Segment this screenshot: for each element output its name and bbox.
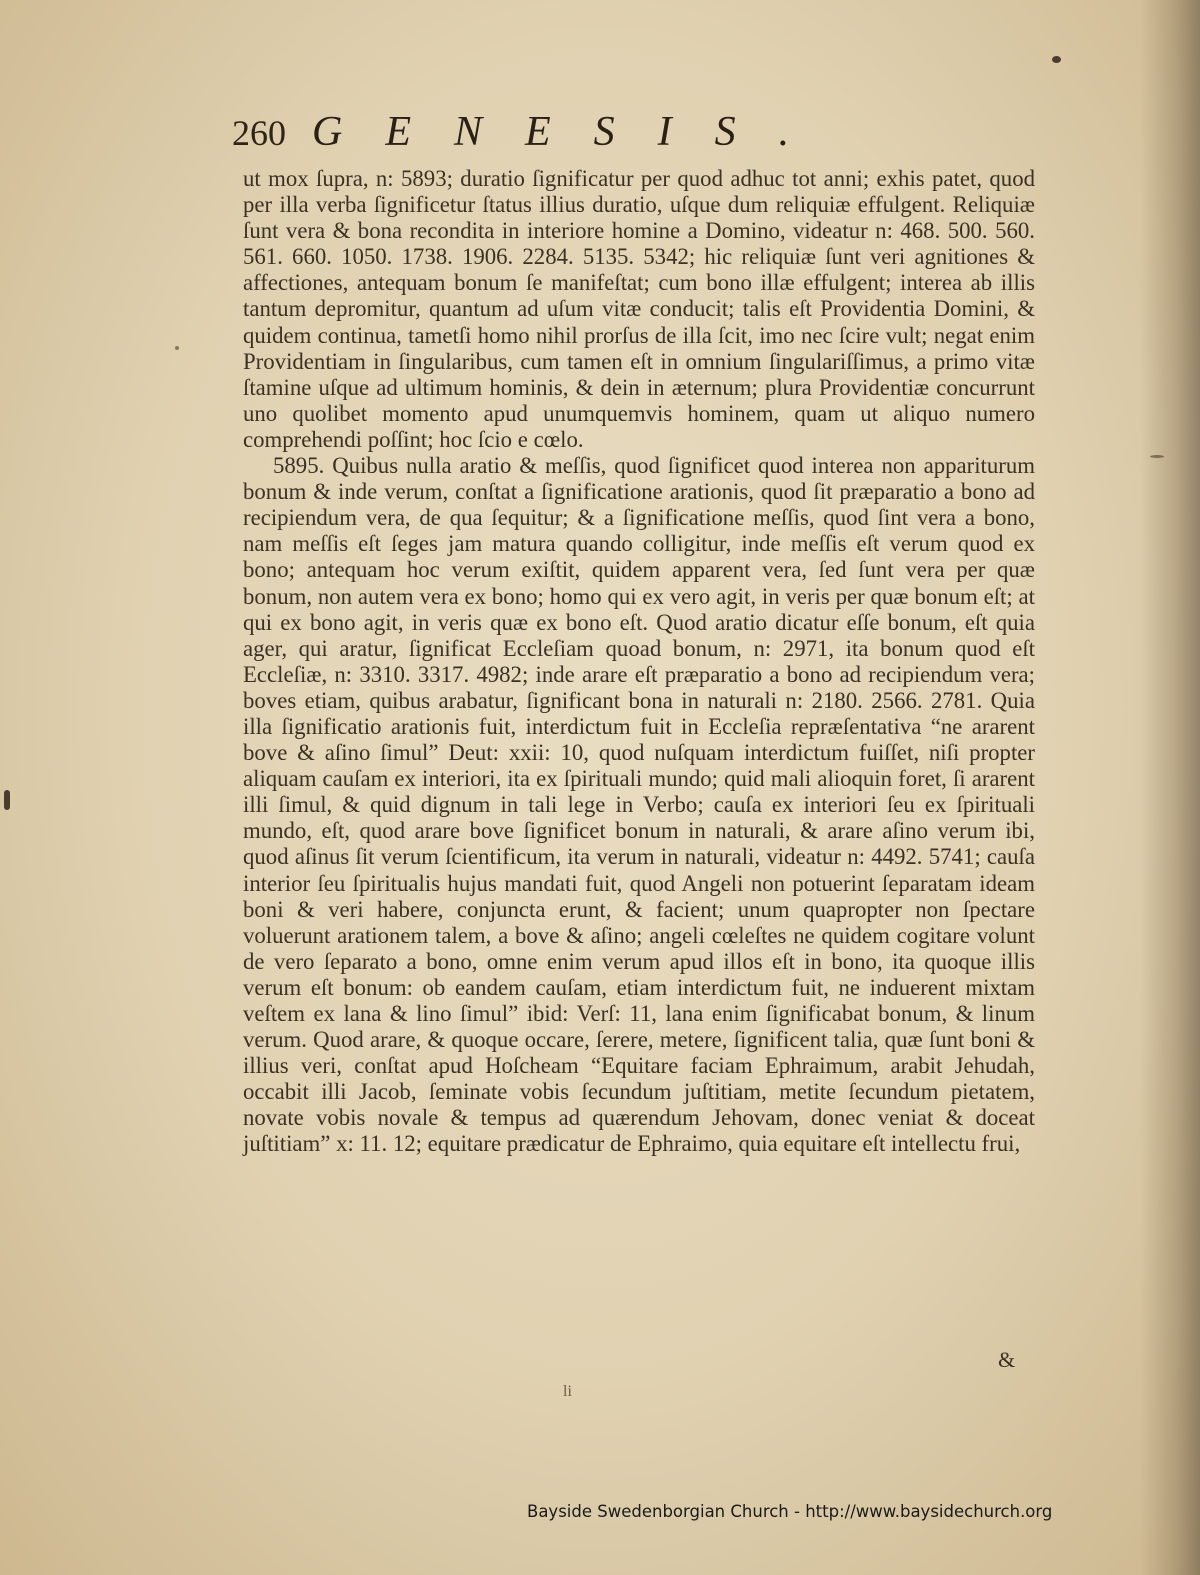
watermark-credit: Bayside Swedenborgian Church - http://www.baysidechurch.org (527, 1502, 1053, 1521)
signature-mark: li (563, 1383, 572, 1400)
running-title: GENESIS. (312, 109, 833, 155)
paragraph-5895: 5895. Quibus nulla aratio & meſſis, quod ſignificet quod interea non appariturum bonum & inde verum, conſtat a ſignificatione arationis, quod ſit præparatio a bono ad recipiendum vera, de qua ſequitur; & a ſignificatione meſſis, quod ſint vera a bono, nam meſſis eſt ſeges jam matura quando colligitur, inde meſſis eſt verum quod ex bono; antequam hoc verum exiſtit, quidem apparent vera, ſed ſunt vera per quæ bonum, non autem vera ex bono; homo qui ex vero agit, in veris per quæ bonum eſt; at qui ex bono agit, in veris quæ ex bono eſt. Quod aratio dicatur eſſe bonum, eſt quia ager, qui aratur, ſignificat Eccleſiam quoad bonum, n: 2971, ita bonum quod eſt Eccleſiæ, n: 3310. 3317. 4982; inde arare eſt præparatio a bono ad recipiendum vera; boves etiam, quibus arabatur, ſignificant bona in naturali n: 2180. 2566. 2781. Quia illa ſignificatio arationis fuit, interdictum fuit in Eccleſia repræſentativa “ne ararent bove & aſino ſimul” Deut: xxii: 10, quod nuſquam interdictum fuiſſet, niſi propter aliquam cauſam ex interiori, ita ex ſpirituali mundo; quid mali alioquin foret, ſi ararent illi ſimul, & quid dignum in tali lege in Verbo; cauſa ex interiori ſeu ex ſpirituali mundo, eſt, quod arare bove ſignificet bonum in naturali, & arare aſino verum ibi, quod aſinus ſit verum ſcientificum, ita verum in naturali, videatur n: 4492. 5741; cauſa interior ſeu ſpiritualis hujus mandati fuit, quod Angeli non potuerint ſeparatam ideam boni & veri habere, conjuncta erunt, & facient; unum quapropter non ſpectare voluerunt arationem talem, a bove & aſino; angeli cœleſtes ne quidem cogitare volunt de vero ſeparato a bono, omne enim verum apud illos eſt in bono, ita quoque illis verum eſt bonum: ob eandem cauſam, etiam interdictum fuit, ne induerent mixtam veſtem ex lana & lino ſimul” ibid: Verſ: 11, lana enim ſignificabat bonum, & linum verum. Quod arare, & quoque occare, ſerere, metere, ſignificent talia, quæ ſunt boni & illius veri, conſtat apud Hoſcheam “Equitare faciam Ephraimum, arabit Jehudah, occabit illi Jacob, ſeminate vobis ſecundum juſtitiam, metite ſecundum pietatem, novate vobis novale & tempus ad quærendum Jehovam, donec veniat & doceat juſtitiam” x: 11. 12; equitare prædicatur de Ephraimo, quia equitare eſt intellectu frui, (243, 453, 1035, 1157)
ink-speck (1150, 455, 1164, 458)
catchword: & (998, 1347, 1016, 1372)
page-header (232, 108, 872, 156)
body-text (243, 166, 1035, 1158)
ink-speck (1052, 56, 1061, 63)
ink-speck (175, 346, 179, 350)
paragraph-continued: ut mox ſupra, n: 5893; duratio ſignificatur per quod adhuc tot anni; exhis patet, quod per illa verba ſignificetur ſtatus illius duratio, uſque dum reliquiæ effulgent. Reliquiæ ſunt vera & bona recondita in interiore homine a Domino, videatur n: 468. 500. 560. 561. 660. 1050. 1738. 1906. 2284. 5135. 5342; hic reliquiæ ſunt veri agnitiones & affectiones, antequam bonum ſe manifeſtat; cum bono illæ effulgent; interea ab illis tantum depromitur, quantum ad uſum vitæ conducit; talis eſt Providentia Domini, & quidem continua, tametſi homo nihil prorſus de illa ſcit, imo nec ſcire vult; negat enim Providentiam in ſingularibus, cum tamen eſt in omnium ſingulariſſimus, a primo vitæ ſtamine uſque ad ultimum hominis, & dein in æternum; plura Providentiæ concurrunt uno quolibet momento apud unumquemvis hominem, quam ut aliquo numero comprehendi poſſint; hoc ſcio e cœlo. (243, 166, 1035, 452)
page-number: 260 (232, 113, 286, 153)
ink-speck (4, 790, 10, 810)
page-edge-shadow (1140, 0, 1200, 1575)
